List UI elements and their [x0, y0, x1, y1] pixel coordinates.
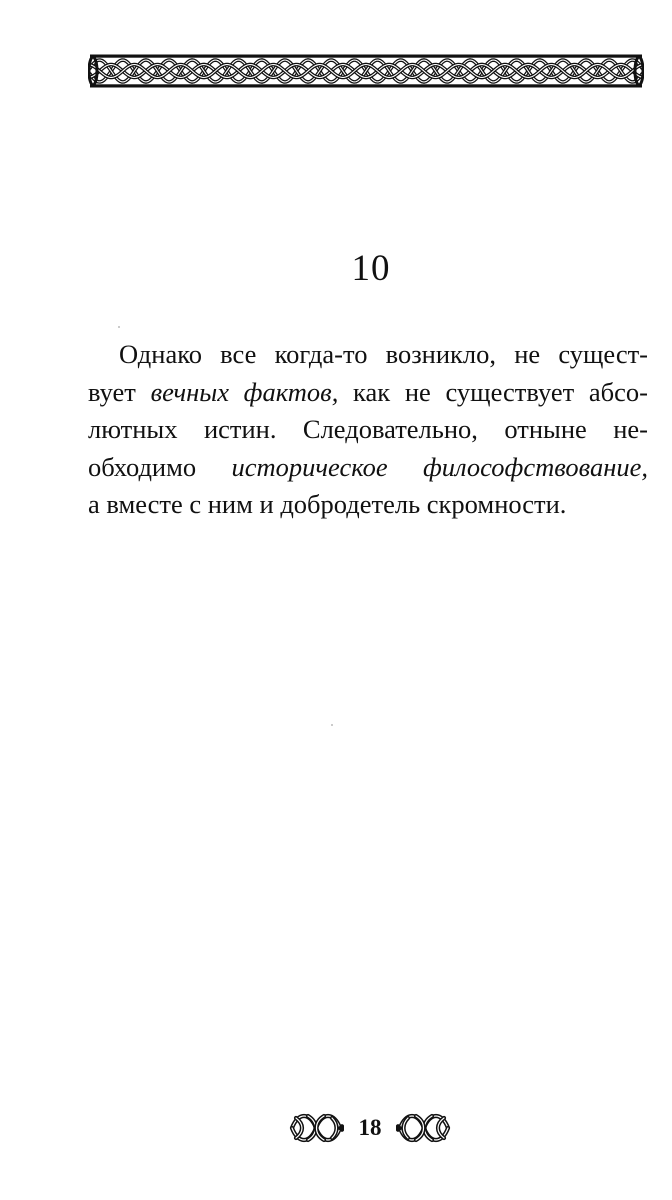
body-paragraph — [88, 336, 648, 524]
text-run: вует — [88, 376, 151, 407]
text-run: Однако все когда-то возникло, не сущест- — [119, 339, 648, 369]
paragraph-line — [88, 336, 648, 374]
paragraph-line — [88, 374, 648, 412]
emphasized-phrase: вечных фактов, — [150, 376, 339, 407]
chapter-number: 10 — [351, 248, 391, 289]
paragraph-line — [88, 449, 648, 487]
paper-speck — [118, 326, 120, 328]
decorative-top-border — [88, 52, 644, 90]
text-run: а вместе с ним и добродетель скромности. — [88, 489, 567, 520]
text-run: лютных истин. Следовательно, отныне не- — [88, 414, 648, 445]
paragraph-line — [88, 486, 648, 524]
page-number: 18 — [358, 1115, 382, 1140]
knot-ornament-right-icon — [396, 1108, 452, 1148]
paper-speck — [331, 724, 333, 726]
emphasized-phrase: историческое философствование, — [231, 451, 648, 482]
paragraph-line — [88, 411, 648, 449]
text-run: обходимо — [88, 451, 232, 482]
knot-ornament-left-icon — [288, 1108, 344, 1148]
page-footer — [288, 1106, 458, 1154]
text-run: как не существует абсо- — [338, 376, 648, 407]
